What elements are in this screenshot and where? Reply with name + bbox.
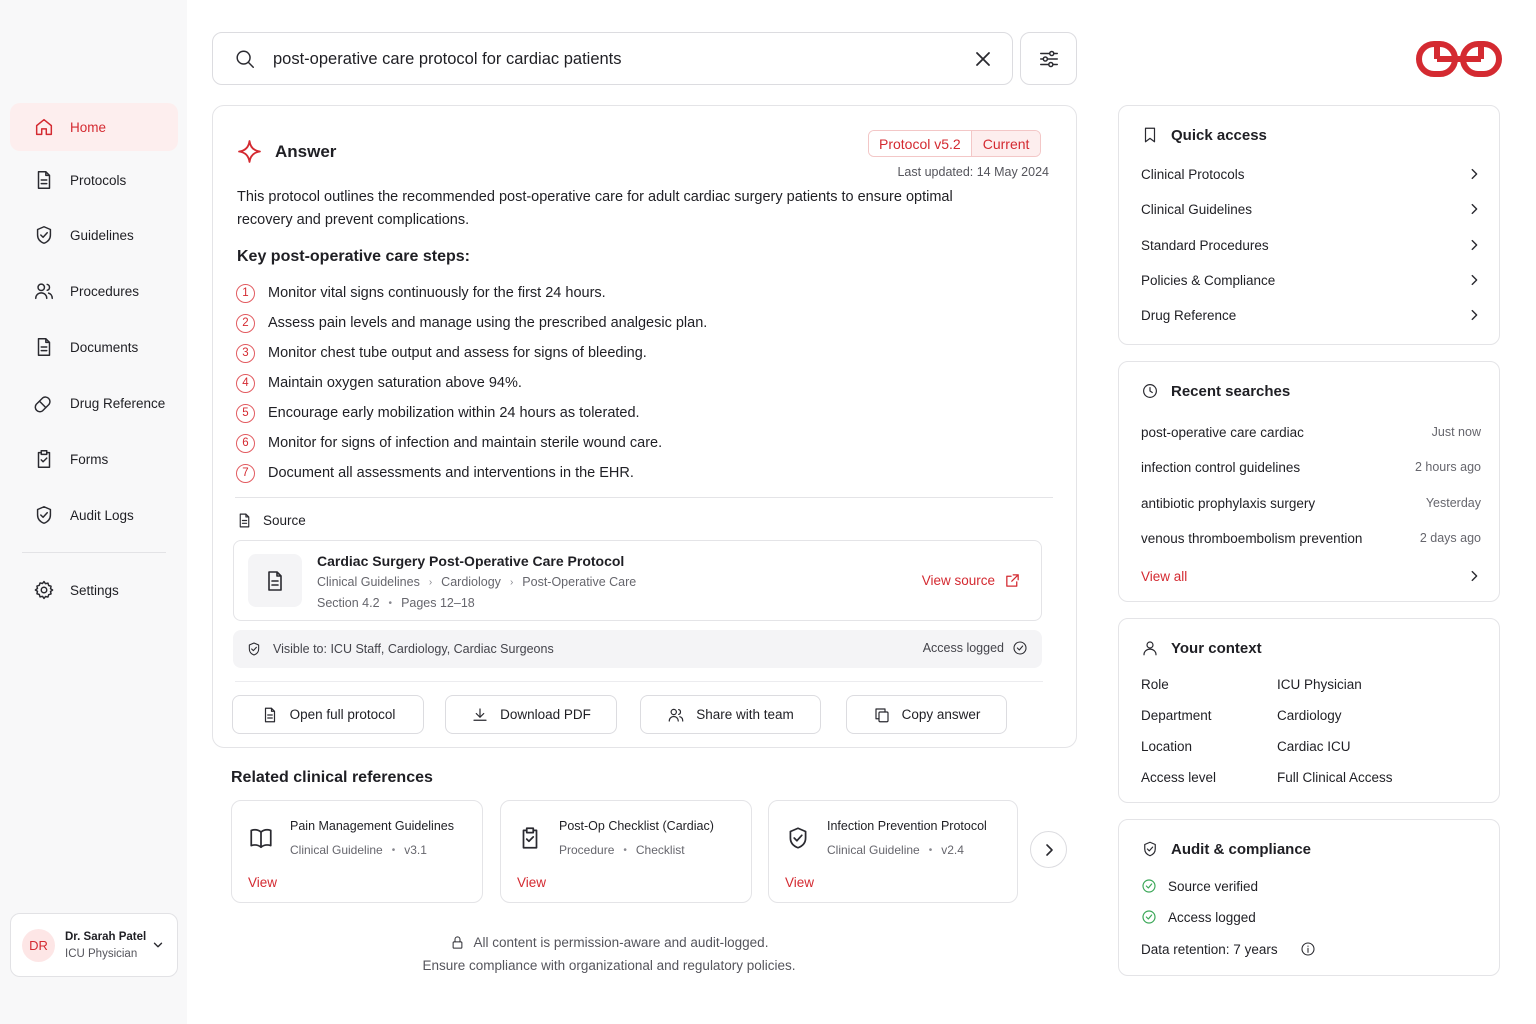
sidebar-divider (22, 552, 166, 553)
sidebar-item-settings[interactable] (10, 566, 178, 614)
sidebar-item-label: Protocols (70, 172, 127, 188)
breadcrumb (317, 575, 636, 589)
sidebar-item-procedures[interactable] (10, 267, 178, 315)
quick-access-item[interactable] (1141, 194, 1481, 224)
sidebar-item-label: Audit Logs (70, 507, 134, 523)
chevron-right-icon (1467, 167, 1481, 181)
sidebar-item-label: Home (70, 119, 107, 135)
footer-note (400, 931, 818, 977)
breadcrumb-item: Cardiology (441, 575, 501, 589)
external-link-icon (1004, 572, 1021, 589)
related-title: Related clinical references (231, 769, 433, 786)
related-card-pain-management[interactable] (231, 800, 483, 903)
audit-text: Source verified (1168, 878, 1259, 894)
sidebar (0, 0, 187, 1024)
bookmark-icon (1141, 126, 1159, 144)
breadcrumb-item: Post-Operative Care (522, 575, 637, 589)
quick-access-label: Clinical Protocols (1141, 166, 1245, 182)
list-item (236, 458, 1036, 488)
recent-time: 2 hours ago (1414, 460, 1481, 474)
view-all-label: View all (1141, 568, 1188, 584)
open-full-protocol-button[interactable] (232, 695, 424, 734)
panel-title: Quick access (1171, 126, 1267, 144)
list-item (236, 398, 1036, 428)
document-icon (261, 706, 279, 724)
panel-header (1141, 126, 1267, 144)
divider (235, 681, 1043, 682)
panel-title: Your context (1171, 639, 1262, 657)
dot-separator: • (623, 844, 627, 856)
step-text: Encourage early mobilization within 24 hours as tolerated. (268, 405, 640, 421)
search-input[interactable] (273, 45, 953, 73)
button-label: Share with team (696, 707, 794, 722)
sliders-icon (1038, 48, 1060, 70)
step-text: Document all assessments and interventions in the EHR. (268, 465, 634, 481)
step-text: Assess pain levels and manage using the prescribed analgesic plan. (268, 315, 708, 331)
steps-list (236, 278, 1036, 488)
quick-access-item[interactable] (1141, 300, 1481, 330)
step-text: Monitor chest tube output and assess for signs of bleeding. (268, 345, 647, 361)
step-number: 2 (236, 314, 255, 333)
step-text: Monitor vital signs continuously for the first 24 hours. (268, 285, 606, 301)
chevron-down-icon[interactable] (151, 938, 165, 952)
chevron-right-icon: › (509, 576, 514, 588)
shield-check-icon (785, 825, 811, 851)
source-title: Cardiac Surgery Post-Operative Care Protocol (317, 553, 625, 569)
book-icon (248, 825, 274, 851)
context-value: Full Clinical Access (1277, 769, 1393, 785)
user-icon (1141, 639, 1159, 657)
recent-query: post-operative care cardiac (1141, 424, 1304, 440)
shield-check-icon (246, 641, 262, 657)
shield-check-icon (33, 224, 55, 246)
quick-access-label: Clinical Guidelines (1141, 201, 1253, 217)
context-key: Department (1141, 707, 1212, 723)
users-icon (667, 706, 685, 724)
list-item (236, 308, 1036, 338)
context-key: Location (1141, 738, 1193, 754)
sidebar-item-protocols[interactable] (10, 156, 178, 204)
button-label: Open full protocol (289, 707, 396, 722)
source-card (233, 540, 1042, 621)
sidebar-item-label: Forms (70, 451, 109, 467)
search-bar (212, 32, 1013, 85)
footer-line-1 (400, 931, 818, 954)
view-source-label: View source (921, 573, 995, 588)
related-card-infection-prevention[interactable] (768, 800, 1018, 903)
divider (235, 497, 1053, 498)
sidebar-item-drug-reference[interactable] (10, 379, 178, 427)
step-number: 1 (236, 284, 255, 303)
recent-query: infection control guidelines (1141, 459, 1301, 475)
panel-header (1141, 639, 1262, 657)
audit-compliance-panel (1118, 819, 1500, 976)
recent-search-item[interactable] (1141, 489, 1481, 517)
recent-search-item[interactable] (1141, 453, 1481, 481)
related-version: Checklist (635, 843, 685, 857)
related-view-link[interactable]: View (517, 875, 547, 890)
clipboard-icon (33, 448, 55, 470)
steps-heading: Key post-operative care steps: (237, 248, 470, 265)
context-row (1141, 703, 1481, 727)
context-key: Access level (1141, 769, 1217, 785)
quick-access-label: Drug Reference (1141, 307, 1237, 323)
step-text: Monitor for signs of infection and maintain sterile wound care. (268, 435, 663, 451)
dot-separator: • (388, 597, 393, 609)
dot-separator: • (928, 844, 933, 856)
sidebar-item-label: Settings (70, 582, 119, 598)
info-icon[interactable] (1300, 941, 1316, 957)
chevron-right-icon (1467, 273, 1481, 287)
related-meta (559, 843, 685, 857)
answer-intro: This protocol outlines the recommended post-operative care for adult cardiac surgery patients to ensure optimal recovery and prevent complications. (237, 189, 953, 228)
document-icon (236, 512, 253, 529)
view-source-link[interactable] (922, 572, 1021, 589)
source-label: Source (263, 513, 306, 528)
list-item (236, 338, 1036, 368)
sidebar-item-home[interactable] (10, 103, 178, 151)
context-row (1141, 765, 1481, 789)
related-view-link[interactable]: View (248, 875, 278, 890)
quick-access-item[interactable] (1141, 265, 1481, 295)
sidebar-item-label: Guidelines (70, 227, 134, 243)
footer-text-1: All content is permission-aware and audit-logged. (473, 935, 769, 950)
access-logged-indicator (923, 640, 1028, 656)
panel-header (1141, 840, 1311, 858)
context-value: Cardiology (1277, 707, 1342, 723)
answer-title: Answer (275, 142, 337, 161)
context-row (1141, 734, 1481, 758)
source-meta (317, 596, 475, 610)
breadcrumb-item: Clinical Guidelines (317, 575, 420, 589)
document-icon (263, 569, 287, 593)
list-item (236, 428, 1036, 458)
visibility-bar (233, 630, 1042, 668)
related-name: Post-Op Checklist (Cardiac) (559, 819, 714, 833)
document-icon (33, 336, 55, 358)
related-next-button[interactable] (1030, 831, 1067, 868)
download-icon (471, 706, 489, 724)
related-view-link[interactable]: View (785, 875, 815, 890)
related-name: Infection Prevention Protocol (827, 819, 987, 833)
retention-text: Data retention: 7 years (1141, 941, 1278, 957)
footer-text-2: Ensure compliance with organizational and regulatory policies. (422, 958, 796, 973)
check-circle-icon (1141, 909, 1157, 925)
download-pdf-button[interactable] (445, 695, 617, 734)
step-number: 7 (236, 464, 255, 483)
your-context-panel (1118, 618, 1500, 803)
source-section: Section 4.2 (317, 596, 380, 610)
related-type: Clinical Guideline (827, 843, 920, 857)
recent-query: venous thromboembolism prevention (1141, 530, 1363, 546)
pill-icon (33, 392, 55, 414)
share-with-team-button[interactable] (640, 695, 821, 734)
list-item (236, 368, 1036, 398)
related-meta (290, 843, 427, 857)
chevron-right-icon (1041, 842, 1057, 858)
related-version: v3.1 (404, 843, 427, 857)
avatar: DR (22, 929, 55, 962)
related-card-post-op-checklist[interactable] (500, 800, 752, 903)
audit-row (1141, 905, 1256, 929)
visibility-text: Visible to: ICU Staff, Cardiology, Cardiac Surgeons (273, 642, 554, 656)
recent-time: Yesterday (1425, 496, 1481, 510)
recent-search-item[interactable] (1141, 418, 1481, 446)
recent-time: 2 days ago (1419, 531, 1481, 545)
shield-check-icon (33, 504, 55, 526)
version-badge (868, 130, 1041, 157)
recent-search-item[interactable] (1141, 524, 1481, 552)
sidebar-item-documents[interactable] (10, 323, 178, 371)
copy-icon (873, 706, 891, 724)
quick-access-item[interactable] (1141, 230, 1481, 260)
close-icon[interactable] (974, 50, 992, 68)
copy-answer-button[interactable] (846, 695, 1007, 734)
quick-access-item[interactable] (1141, 159, 1481, 189)
list-item (236, 278, 1036, 308)
context-row (1141, 672, 1481, 696)
step-number: 4 (236, 374, 255, 393)
step-text: Maintain oxygen saturation above 94%. (268, 375, 522, 391)
sidebar-item-label: Documents (70, 339, 139, 355)
last-updated: Last updated: 14 May 2024 (897, 165, 1049, 179)
dot-separator: • (391, 844, 396, 856)
button-label: Copy answer (901, 707, 981, 722)
user-menu[interactable] (10, 913, 178, 977)
button-label: Download PDF (500, 707, 591, 722)
quick-access-panel (1118, 105, 1500, 345)
recent-time: Just now (1431, 425, 1481, 439)
access-logged-label: Access logged (922, 641, 1004, 655)
user-role: ICU Physician (65, 947, 138, 960)
gear-icon (33, 579, 55, 601)
user-name: Dr. Sarah Patel (65, 930, 147, 943)
panel-title: Recent searches (1171, 382, 1291, 400)
related-version: v2.4 (941, 843, 964, 857)
sidebar-item-forms[interactable] (10, 435, 178, 483)
quick-access-label: Policies & Compliance (1141, 272, 1276, 288)
filter-button[interactable] (1020, 32, 1077, 85)
sidebar-item-label: Drug Reference (70, 395, 166, 411)
chevron-right-icon (1467, 308, 1481, 322)
sidebar-item-label: Procedures (70, 283, 140, 299)
context-key: Role (1141, 676, 1169, 692)
audit-row (1141, 874, 1258, 898)
source-doc-tile (248, 554, 302, 607)
context-value: Cardiac ICU (1277, 738, 1351, 754)
chevron-right-icon (1467, 202, 1481, 216)
recent-searches-panel (1118, 361, 1500, 602)
chevron-right-icon (1467, 238, 1481, 252)
brand-logo-icon (1416, 38, 1502, 78)
panel-header (1141, 382, 1290, 400)
users-icon (33, 280, 55, 302)
sidebar-item-guidelines[interactable] (10, 211, 178, 259)
step-number: 5 (236, 404, 255, 423)
panel-title: Audit & compliance (1171, 840, 1312, 858)
sparkle-icon (237, 139, 262, 164)
step-number: 3 (236, 344, 255, 363)
answer-card (212, 105, 1077, 748)
view-all-link[interactable] (1141, 562, 1481, 590)
clock-icon (1141, 382, 1159, 400)
lock-icon (450, 935, 465, 950)
status-badge: Current (972, 131, 1041, 156)
sidebar-item-audit-logs[interactable] (10, 491, 178, 539)
related-name: Pain Management Guidelines (290, 819, 454, 833)
clipboard-check-icon (517, 825, 543, 851)
audit-row (1141, 937, 1327, 961)
chevron-right-icon: › (428, 576, 433, 588)
related-meta (827, 843, 964, 857)
related-type: Clinical Guideline (290, 843, 383, 857)
check-circle-icon (1012, 640, 1028, 656)
document-icon (33, 169, 55, 191)
recent-query: antibiotic prophylaxis surgery (1141, 495, 1316, 511)
source-pages: Pages 12–18 (401, 596, 475, 610)
shield-check-icon (1141, 840, 1159, 858)
check-circle-icon (1141, 878, 1157, 894)
related-type: Procedure (559, 843, 615, 857)
search-icon (234, 48, 256, 70)
home-icon (33, 116, 55, 138)
audit-text: Access logged (1168, 909, 1256, 925)
context-value: ICU Physician (1277, 676, 1362, 692)
quick-access-label: Standard Procedures (1141, 237, 1269, 253)
chevron-right-icon (1467, 569, 1481, 583)
step-number: 6 (236, 434, 255, 453)
version-label: Protocol v5.2 (869, 131, 972, 156)
